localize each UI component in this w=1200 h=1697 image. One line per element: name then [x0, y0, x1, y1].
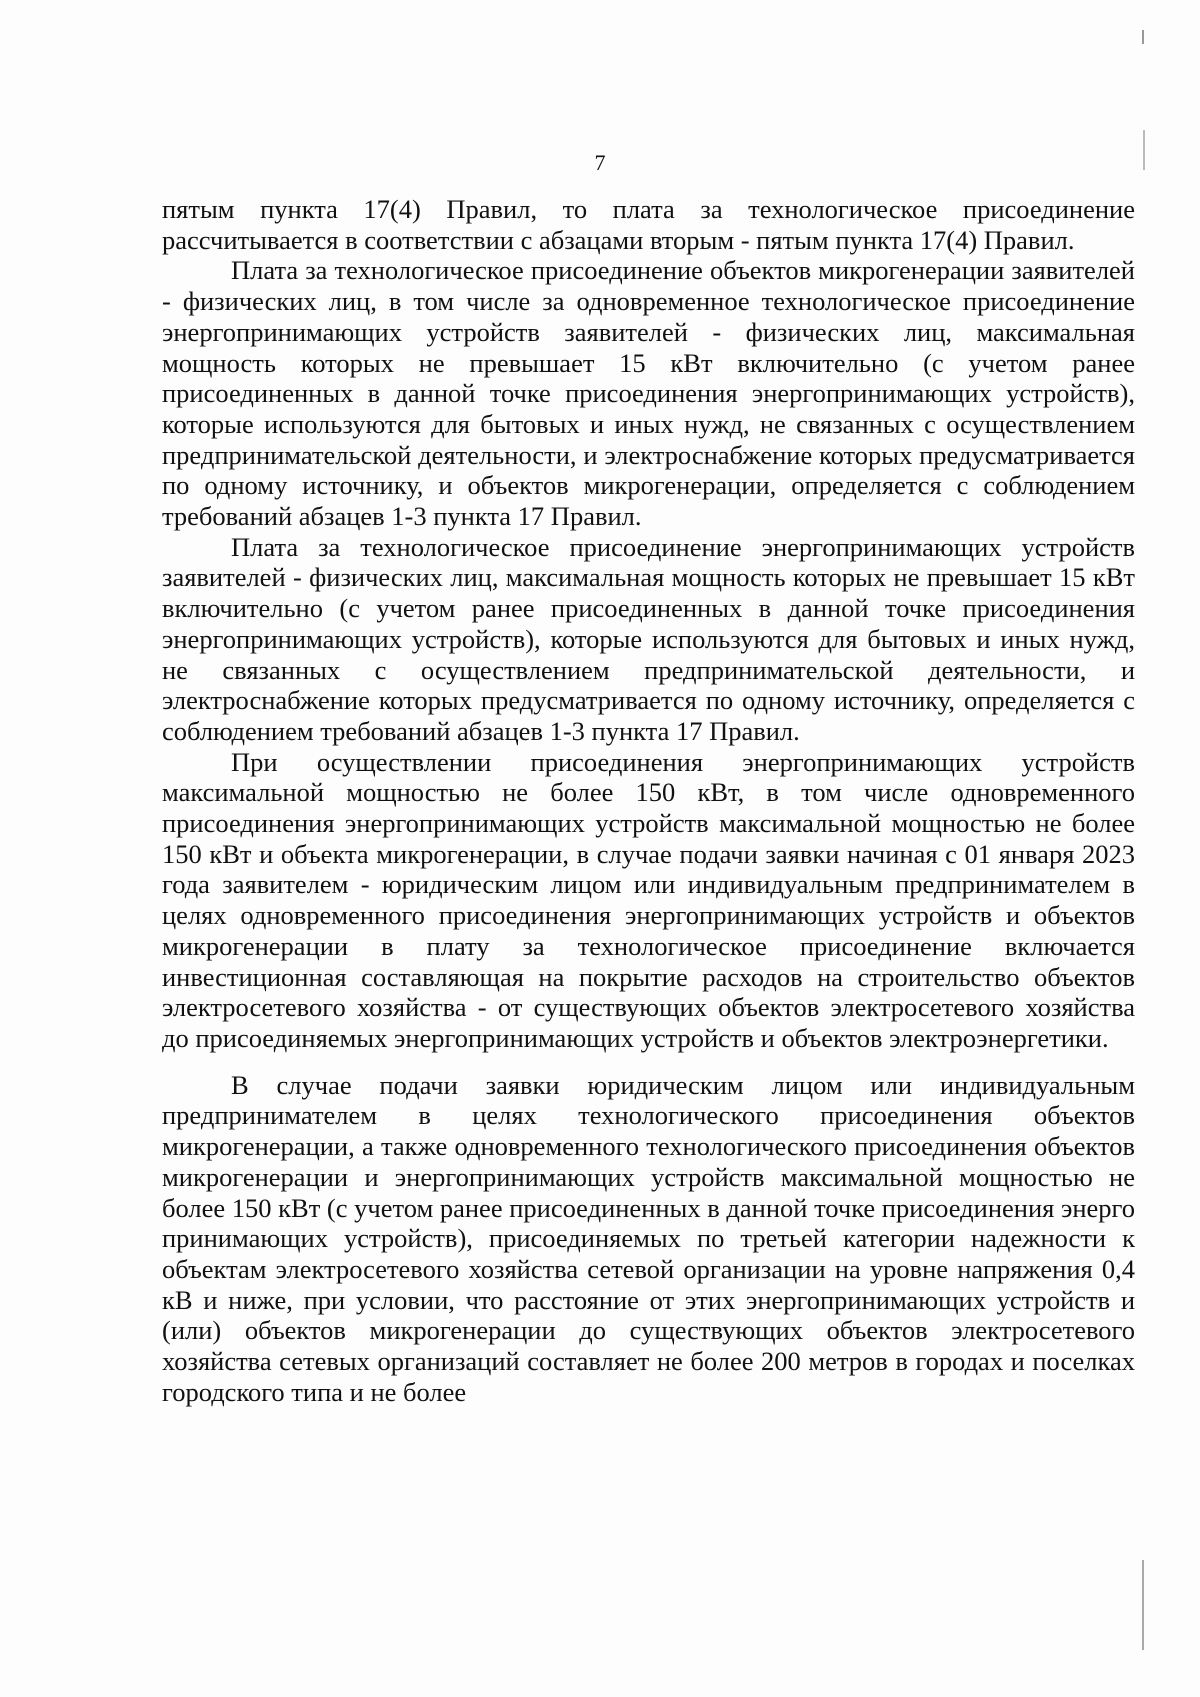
paragraph-continuation: пятым пункта 17(4) Правил, то плата за технологическое присоединение рассчитывается в соответствии с абзацами вторым - пятым пункта 17(4) Правил.: [162, 194, 1135, 255]
document-body: [162, 194, 1135, 1407]
scan-artifact: [1143, 130, 1145, 170]
scan-artifact: [1142, 1560, 1144, 1650]
scan-artifact: [1142, 30, 1144, 44]
page-number: 7: [594, 150, 606, 175]
paragraph-150kw-connection: При осуществлении присоединения энергопринимающих устройств максимальной мощностью не более 150 кВт, в том числе одновременного присоединения энергопринимающих устройств максимальной мощностью не более 150 кВт и объекта микрогенерации, в случае подачи заявки начиная с 01 января 2023 года заявителем - юридическим лицом или индивидуальным предпринимателем в целях одновременного присоединения энергопринимающих устройств и объектов микрогенерации в плату за технологическое присоединение включается инвестиционная составляющая на покрытие расходов на строительство объектов электросетевого хозяйства - от существующих объектов электросетевого хозяйства до присоединяемых энергопринимающих устройств и объектов электроэнергетики.: [162, 746, 1135, 1053]
paragraph-legal-entity-application: В случае подачи заявки юридическим лицом или индивидуальным предпринимателем в целях технологического присоединения объектов микрогенерации, а также одновременного технологического присоединения объектов микрогенерации и энергопринимающих устройств максимальной мощностью не более 150 кВт (с учетом ранее присоединенных в данной точке присоединения энерго принимающих устройств), присоединяемых по третьей категории надежности к объектам электросетевого хозяйства сетевой организации на уровне напряжения 0,4 кВ и ниже, при условии, что расстояние от этих энергопринимающих устройств и (или) объектов микрогенерации до существующих объектов электросетевого хозяйства сетевых организаций составляет не более 200 метров в городах и поселках городского типа и не более: [162, 1069, 1135, 1407]
paragraph-microgeneration-fee: Плата за технологическое присоединение объектов микрогенерации заявителей - физических лиц, в том числе за одновременное технологическое присоединение энергопринимающих устройств заявителей - физических лиц, максимальная мощность которых не превышает 15 кВт включительно (с учетом ранее присоединенных в данной точке присоединения энергопринимающих устройств), которые используются для бытовых и иных нужд, не связанных с осуществлением предпринимательской деятельности, и электроснабжение которых предусматривается по одному источнику, и объектов микрогенерации, определяется с соблюдением требований абзацев 1-3 пункта 17 Правил.: [162, 255, 1135, 532]
paragraph-individual-fee: Плата за технологическое присоединение энергопринимающих устройств заявителей - физических лиц, максимальная мощность которых не превышает 15 кВт включительно (с учетом ранее присоединенных в данной точке присоединения энергопринимающих устройств), которые используются для бытовых и иных нужд, не связанных с осуществлением предпринимательской деятельности, и электроснабжение которых предусматривается по одному источнику, определяется с соблюдением требований абзацев 1-3 пункта 17 Правил.: [162, 531, 1135, 746]
